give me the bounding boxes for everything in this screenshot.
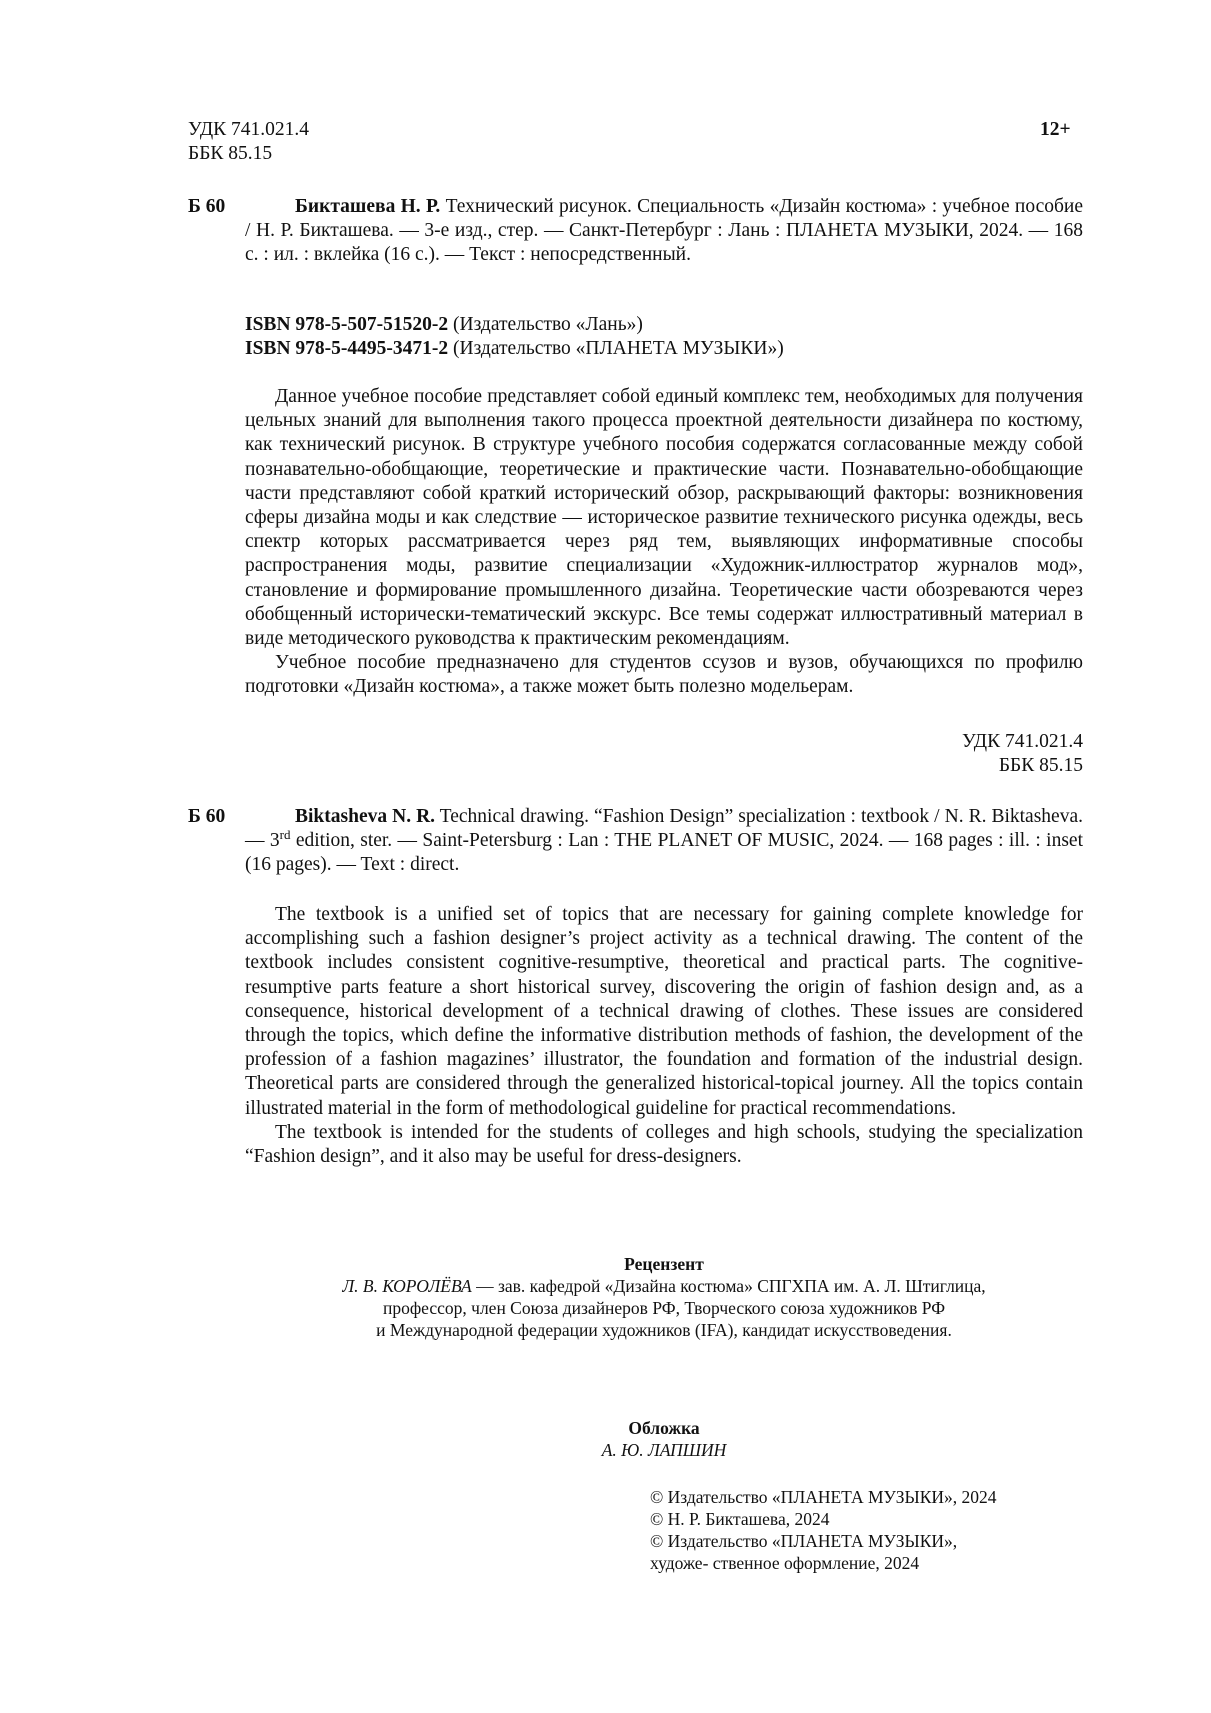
isbn-line-1 — [245, 313, 1083, 337]
en-entry-text-part-2: edition, ster. — Saint-Petersburg : Lan : THE PLANET OF MUSIC, 2024. — 168 pages : ill. : inset (16 pages). — Text : direct. — [245, 830, 1084, 876]
reviewer-line-3: и Международной федерации художников (IFA), кандидат искусствоведения. — [376, 1320, 952, 1340]
ru-udk: УДК 741.021.4 — [961, 731, 1083, 752]
ru-bibliographic-code: Б 60 — [188, 196, 226, 217]
reviewer-name: Л. В. КОРОЛЁВА — [342, 1276, 472, 1296]
reviewer-line-2: профессор, член Союза дизайнеров РФ, Творческого союза художников РФ — [382, 1298, 946, 1318]
en-bibliographic-code: Б 60 — [188, 806, 226, 827]
isbn-2: ISBN 978-5-4495-3471-2 — [245, 338, 449, 360]
copyright-line-1: © Издательство «ПЛАНЕТА МУЗЫКИ», 2024 — [650, 1487, 997, 1507]
ru-abstract-paragraph-1: Данное учебное пособие представляет собой единый комплекс тем, необходимых для получения цельных знаний для выполнения такого процесса проектной деятельности дизайнера по костюму, как технический рисунок. В структуре учебного пособия содержатся согласованные между собой познавательно-обобщающие, теоретические и практические части. Познавательно-обобщающие части представляют собой краткий исторический обзор, раскрывающий факторы: возникновения сферы дизайна моды и как следствие — историческое развитие технического рисунка одежды, весь спектр которых рассматривается через ряд тем, выявляющих информативные способы распространения моды, развитие специализации «Художник-иллюстратор журналов мод», становление и формирование промышленного дизайна. Теоретические части обозреваются через обобщенный исторически-тематический экскурс. Все темы содержат иллюстративный материал в виде методического руководства к практическим рекомендациям. — [245, 386, 1083, 650]
header-bbk: ББК 85.15 — [188, 143, 273, 165]
ru-classification-codes — [962, 730, 1083, 778]
cover-block — [245, 1417, 1083, 1461]
ru-abstract-paragraph-2: Учебное пособие предназначено для студентов ссузов и вузов, обучающихся по профилю подготовки «Дизайн костюма», а также может быть полезно модельерам. — [245, 652, 1083, 698]
en-entry-superscript: rd — [279, 827, 291, 843]
isbn-block — [245, 313, 1083, 361]
age-rating: 12+ — [1040, 119, 1071, 140]
en-entry-text-part-1: Technical drawing. “Fashion Design” specialization : textbook / N. R. Biktasheva. — 3 — [245, 806, 1083, 852]
isbn-2-publisher: (Издательство «ПЛАНЕТА МУЗЫКИ») — [448, 338, 784, 360]
en-abstract-paragraph-2: The textbook is intended for the students of colleges and high schools, studying the specialization “Fashion design”, and it also may be useful for dress-designers. — [245, 1121, 1083, 1168]
copyright-block — [650, 1486, 997, 1574]
ru-entry-text: Технический рисунок. Специальность «Дизайн костюма» : учебное пособие / Н. Р. Бикташева. — 3-е изд., стер. — Санкт-Петербург : Лань : ПЛАНЕТА МУЗЫКИ, 2024. — 168 с. : ил. : вклейка (16 с.). — Текст : непосредственный. — [245, 196, 1083, 266]
ru-abstract — [245, 385, 1083, 700]
en-bibliographic-entry — [245, 805, 1083, 878]
header-codes — [188, 118, 309, 166]
reviewer-line-1 — [245, 1275, 1083, 1297]
cover-designer-name: А. Ю. ЛАПШИН — [601, 1440, 727, 1460]
ru-bibliographic-entry — [245, 195, 1083, 268]
reviewer-line-1-rest: — зав. кафедрой «Дизайна костюма» СПГХПА им. А. Л. Штиглица, — [471, 1276, 986, 1296]
ru-author: Бикташева Н. Р. — [295, 196, 441, 217]
copyright-line-2: © Н. Р. Бикташева, 2024 — [650, 1509, 830, 1529]
isbn-1: ISBN 978-5-507-51520-2 — [245, 314, 449, 335]
isbn-1-publisher: (Издательство «Лань») — [448, 314, 643, 335]
en-abstract — [245, 903, 1083, 1169]
cover-heading: Обложка — [628, 1418, 700, 1438]
ru-bbk: ББК 85.15 — [998, 755, 1083, 777]
header-udk: УДК 741.021.4 — [188, 119, 310, 140]
copyright-line-4: художе- ственное оформление, 2024 — [650, 1553, 920, 1573]
reviewer-heading: Рецензент — [624, 1254, 704, 1274]
isbn-line-2 — [245, 337, 1083, 361]
reviewer-block — [245, 1253, 1083, 1341]
en-abstract-paragraph-1: The textbook is a unified set of topics that are necessary for gaining complete knowledge for accomplishing such a fashion designer’s project activity as a technical drawing. The content of the textbook includes consistent cognitive-resumptive, theoretical and practical parts. The cognitive-resumptive parts feature a short historical survey, discovering the origin of fashion design and, as a consequence, historical development of a technical drawing of clothes. These issues are considered through the topics, which define the informative distribution methods of fashion, the development of the profession of a fashion magazines’ illustrator, the foundation and formation of the industrial design. Theoretical parts are considered through the generalized historical-topical journey. All the topics contain illustrated material in the form of methodological guideline for practical recommendations. — [245, 904, 1083, 1119]
en-author: Biktasheva N. R. — [295, 806, 436, 827]
copyright-line-3: © Издательство «ПЛАНЕТА МУЗЫКИ», — [650, 1531, 958, 1551]
